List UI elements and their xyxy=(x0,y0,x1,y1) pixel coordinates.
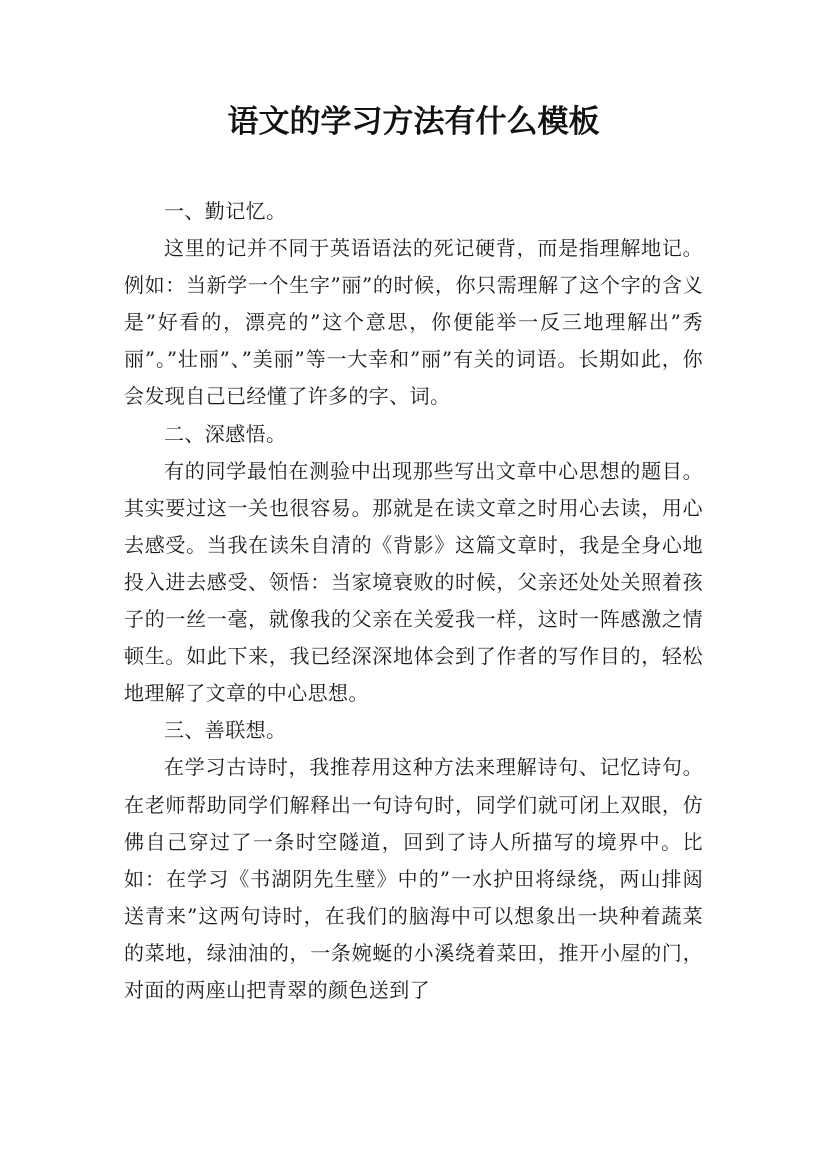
document-body xyxy=(124,193,703,1009)
section-heading: 三、善联想。 xyxy=(164,718,287,743)
body-paragraph: 有的同学最怕在测验中出现那些写出文章中心思想的题目。其实要过这一关也很容易。那就是在读文章之时用心去读，用心去感受。当我在读朱自清的《背影》这篇文章时，我是全身心地投入进去感受、领悟：当家境衰败的时候，父亲还处处关照着孩子的一丝一毫，就像我的父亲在关爱我一样，这时一阵感激之情顿生。如此下来，我已经深深地体会到了作者的写作目的，轻松地理解了文章的中心思想。 xyxy=(124,458,703,706)
body-paragraph: 这里的记并不同于英语语法的死记硬背，而是指理解地记。例如：当新学一个生字”丽”的时候，你只需理解了这个字的含义是”好看的，漂亮的”这个意思，你便能举一反三地理解出”秀丽”。”壮丽”、”美丽”等一大幸和”丽”有关的词语。长期如此，你会发现自己已经懂了许多的字、词。 xyxy=(124,236,703,409)
section-heading: 一、勤记忆。 xyxy=(164,199,287,223)
body-paragraph: 在学习古诗时，我推荐用这种方法来理解诗句、记忆诗句。在老师帮助同学们解释出一句诗句时，同学们就可闭上双眼，仿佛自己穿过了一条时空隧道，回到了诗人所描写的境界中。比如：在学习《书湖阴先生壁》中的”一水护田将绿绕，两山排闼送青来”这两句诗时，在我们的脑海中可以想象出一块种着蔬菜的菜地，绿油油的，一条婉蜒的小溪绕着菜田，推开小屋的门，对面的两座山把青翠的颜色送到了 xyxy=(124,755,703,1002)
section-heading: 二、深感悟。 xyxy=(164,421,287,446)
document-title: 语文的学习方法有什么模板 xyxy=(227,104,600,140)
